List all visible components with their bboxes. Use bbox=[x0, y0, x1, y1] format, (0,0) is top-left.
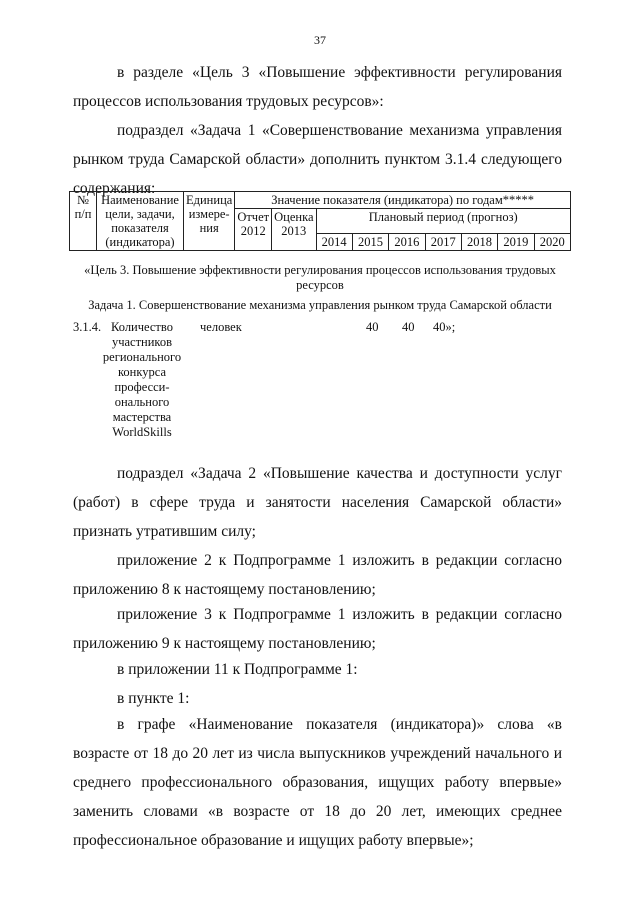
intro-paragraph-2 bbox=[73, 116, 562, 203]
header-year: 2019 bbox=[498, 234, 534, 251]
header-col-values: Значение показателя (индикатора) по годам***** bbox=[235, 192, 571, 209]
header-col-report: Отчет 2012 bbox=[235, 209, 272, 251]
paragraph-3 bbox=[73, 600, 562, 658]
task-line: Задача 1. Совершенствование механизма управления рынком труда Самарской области bbox=[88, 298, 552, 312]
page-number: 37 bbox=[314, 33, 326, 47]
paragraph-text: приложение 2 к Подпрограмме 1 изложить в редакции согласно приложению 8 к настоящему постановлению; bbox=[73, 552, 562, 598]
header-year: 2017 bbox=[425, 234, 461, 251]
row-value-2020: 40»; bbox=[433, 320, 456, 334]
paragraph-1 bbox=[73, 459, 562, 546]
header-col-estimate: Оценка 2013 bbox=[272, 209, 316, 251]
header-year: 2016 bbox=[389, 234, 425, 251]
paragraph-6 bbox=[73, 710, 562, 855]
intro-paragraph-1 bbox=[73, 58, 562, 116]
indicator-table-header bbox=[69, 191, 571, 251]
header-year: 2018 bbox=[461, 234, 497, 251]
table-row bbox=[0, 320, 640, 450]
intro-text-2: подраздел «Задача 1 «Совершенствование механизма управления рынком труда Самарской области» дополнить пунктом 3.1.4 следующего содержания: bbox=[73, 122, 562, 197]
header-year: 2015 bbox=[352, 234, 388, 251]
goal-line: «Цель 3. Повышение эффективности регулирования процессов использования трудовых ресурсов bbox=[84, 263, 556, 292]
paragraph-2 bbox=[73, 546, 562, 604]
header-year: 2014 bbox=[316, 234, 352, 251]
paragraph-text: подраздел «Задача 2 «Повышение качества и доступности услуг (работ) в сфере труда и занятости населения Самарской области» признать утратившим силу; bbox=[73, 465, 562, 540]
header-col-plan: Плановый период (прогноз) bbox=[316, 209, 571, 234]
header-col-num: № п/п bbox=[70, 192, 97, 251]
row-value-2018: 40 bbox=[366, 320, 379, 334]
row-number: 3.1.4. bbox=[73, 320, 102, 334]
paragraph-text: приложение 3 к Подпрограмме 1 изложить в редакции согласно приложению 9 к настоящему постановлению; bbox=[73, 606, 562, 652]
header-year: 2020 bbox=[534, 234, 570, 251]
row-indicator-name: Количество участников регионального конкурса професси-онального мастерства WorldSkills bbox=[102, 320, 182, 439]
intro-text-1: в разделе «Цель 3 «Повышение эффективности регулирования процессов использования трудовых ресурсов»: bbox=[73, 64, 562, 110]
paragraph-4 bbox=[73, 655, 562, 684]
paragraph-5 bbox=[73, 684, 562, 713]
paragraph-text: в пункте 1: bbox=[117, 690, 190, 707]
row-unit: человек bbox=[200, 320, 242, 334]
paragraph-text: в приложении 11 к Подпрограмме 1: bbox=[117, 661, 358, 678]
row-value-2019: 40 bbox=[402, 320, 415, 334]
header-col-unit: Единица измере-ния bbox=[184, 192, 235, 251]
paragraph-text: в графе «Наименование показателя (индикатора)» слова «в возрасте от 18 до 20 лет из числа выпускников учреждений начального и среднего профессионального образования, ищущих работу впервые» заменить словами «в возрасте от 18 до 20 лет, имеющих среднее профессиональное образование и ищущих работу впервые»; bbox=[73, 716, 562, 849]
header-col-name: Наименование цели, задачи, показателя (индикатора) bbox=[97, 192, 184, 251]
